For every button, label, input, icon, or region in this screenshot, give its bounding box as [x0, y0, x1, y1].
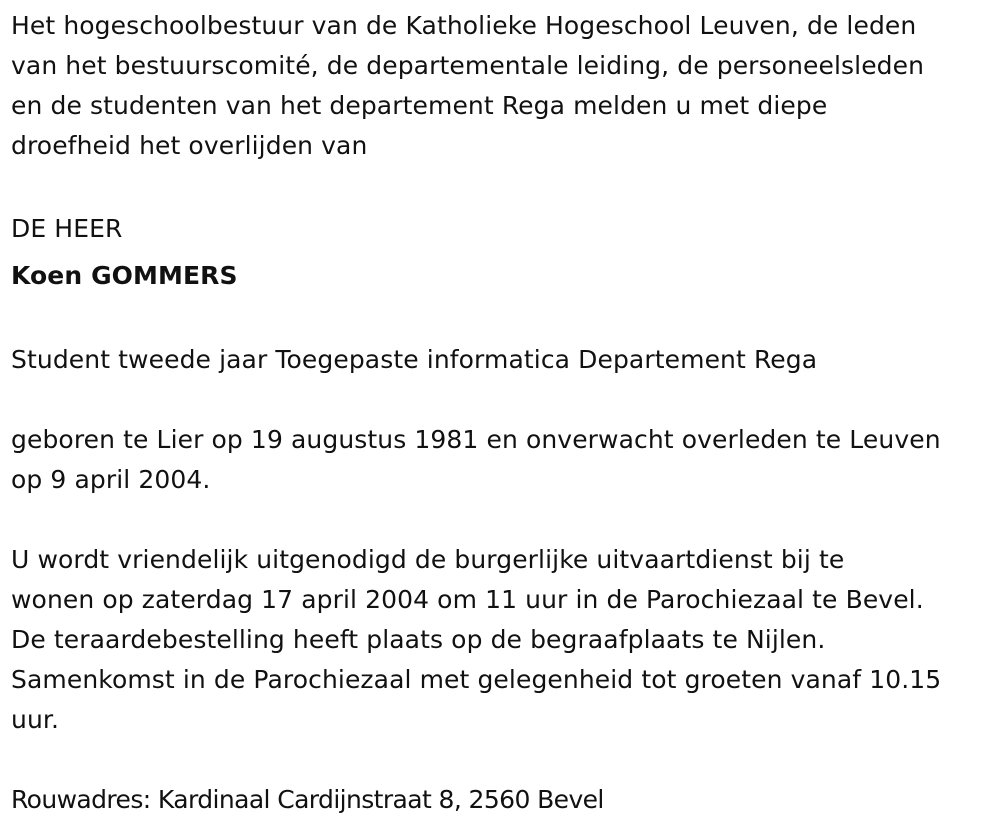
spacer — [11, 740, 1000, 780]
intro-line: Het hogeschoolbestuur van de Katholieke Hogeschool Leuven, de leden — [11, 11, 917, 40]
intro-line: en de studenten van het departement Rega melden u met diepe — [11, 91, 828, 120]
spacer — [11, 300, 1000, 340]
birth-death-line: geboren te Lier op 19 augustus 1981 en onverwacht overleden te Leuven — [11, 425, 941, 454]
intro-line: van het bestuurscomité, de departementale leiding, de personeelsleden — [11, 51, 925, 80]
deceased-role: Student tweede jaar Toegepaste informatica Departement Rega — [11, 345, 818, 374]
birth-death-line: op 9 april 2004. — [11, 465, 211, 494]
spacer — [11, 500, 1000, 540]
funeral-line: U wordt vriendelijk uitgenodigd de burgerlijke uitvaartdienst bij te — [11, 545, 845, 574]
funeral-line: Samenkomst in de Parochiezaal met gelegenheid tot groeten vanaf 10.15 — [11, 665, 942, 694]
birth-death-paragraph — [11, 420, 1000, 500]
funeral-line: wonen op zaterdag 17 april 2004 om 11 uur in de Parochiezaal te Bevel. — [11, 585, 924, 614]
funeral-line: De teraardebestelling heeft plaats op de begraafplaats te Nijlen. — [11, 625, 826, 654]
spacer — [11, 166, 1000, 206]
intro-paragraph — [11, 6, 1000, 166]
funeral-paragraph — [11, 540, 1000, 740]
mourning-address: Rouwadres: Kardinaal Cardijnstraat 8, 2560 Bevel — [11, 785, 604, 814]
intro-line: droefheid het overlijden van — [11, 131, 368, 160]
spacer — [11, 380, 1000, 420]
deceased-name: Koen GOMMERS — [11, 261, 238, 290]
honorific-title: DE HEER — [11, 214, 123, 243]
funeral-line: uur. — [11, 705, 60, 734]
